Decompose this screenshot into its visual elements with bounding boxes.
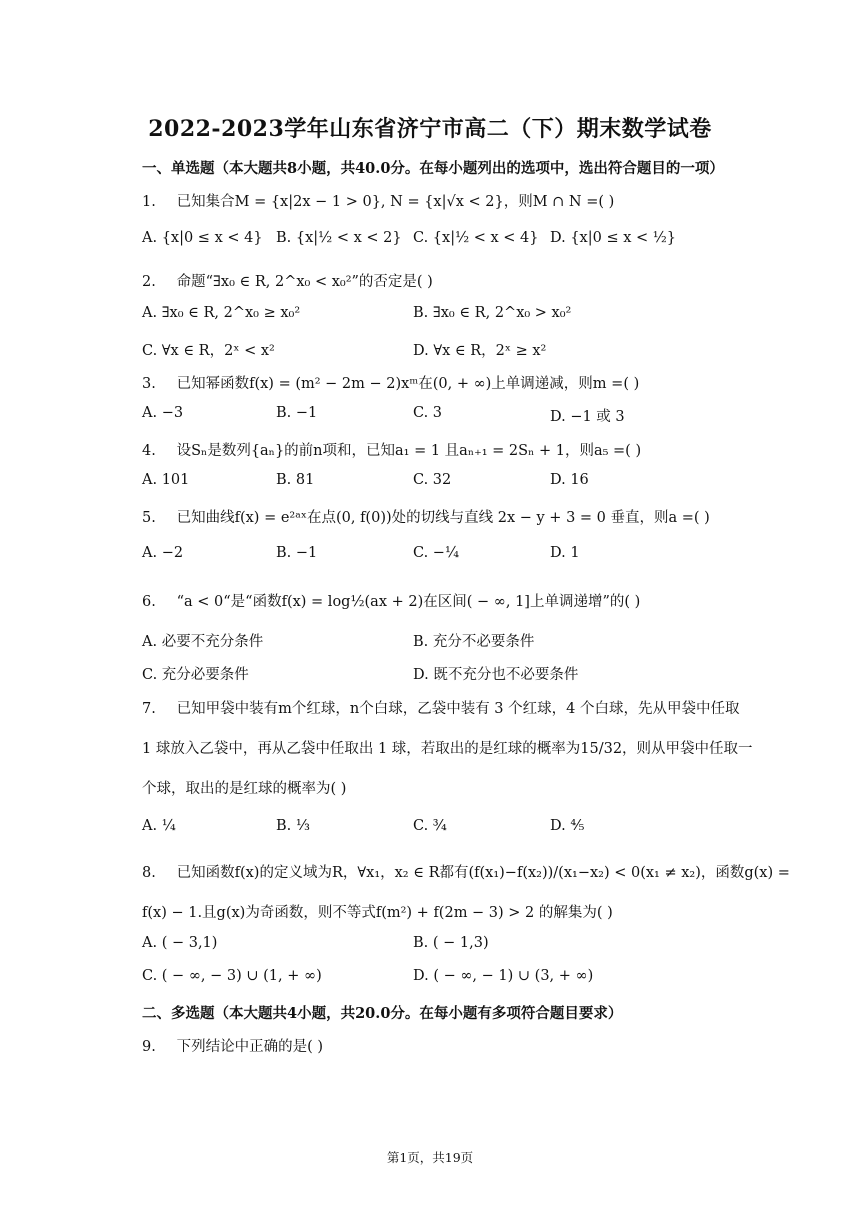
q3-option-c: C. 3 bbox=[413, 405, 443, 421]
q3-option-b: B. −1 bbox=[276, 405, 318, 421]
q2-option-c: C. ∀x ∈ R，2ˣ < x² bbox=[142, 343, 275, 359]
question-number: 7. bbox=[142, 701, 156, 717]
q2-option-d: D. ∀x ∈ R，2ˣ ≥ x² bbox=[413, 343, 547, 359]
q1-option-b: B. {x|½ < x < 2} bbox=[276, 230, 402, 246]
question-number: 2. bbox=[142, 274, 156, 290]
question-text: 命题“∃x₀ ∈ R, 2^x₀ < x₀²”的否定是( ) bbox=[176, 274, 433, 290]
question-text: 下列结论中正确的是( ) bbox=[176, 1039, 324, 1055]
q4-option-b: B. 81 bbox=[276, 472, 315, 488]
question-3 bbox=[142, 372, 639, 393]
q5-option-b: B. −1 bbox=[276, 545, 318, 561]
q6-option-c: C. 充分必要条件 bbox=[142, 667, 249, 683]
q7-option-d: D. ⅘ bbox=[550, 818, 585, 834]
q3-option-a: A. −3 bbox=[142, 405, 184, 421]
question-number: 1. bbox=[142, 194, 156, 210]
question-2 bbox=[142, 270, 433, 291]
question-text: “a < 0“是“函数f(x) = log½(ax + 2)在区间( − ∞, 1]上单调递增”的( ) bbox=[176, 594, 641, 610]
question-7-text-line-3: 个球，取出的是红球的概率为( ) bbox=[142, 781, 347, 797]
q8-option-d: D. ( − ∞, − 1) ∪ (3, + ∞) bbox=[413, 968, 594, 984]
question-number: 8. bbox=[142, 865, 156, 881]
q1-option-d: D. {x|0 ≤ x < ½} bbox=[550, 230, 677, 246]
question-8 bbox=[142, 861, 790, 882]
q6-option-d: D. 既不充分也不必要条件 bbox=[413, 667, 579, 683]
q5-option-a: A. −2 bbox=[142, 545, 184, 561]
q7-option-b: B. ⅓ bbox=[276, 818, 310, 834]
question-number: 6. bbox=[142, 594, 156, 610]
question-text: 已知曲线f(x) = e²ᵃˣ在点(0, f(0))处的切线与直线 2x − y + 3 = 0 垂直，则a =( ) bbox=[176, 510, 710, 526]
section-heading-single-choice: 一、单选题（本大题共8小题，共40.0分。在每小题列出的选项中，选出符合题目的一项） bbox=[142, 160, 724, 177]
q3-option-d: D. −1 或 3 bbox=[550, 409, 625, 425]
q6-option-b: B. 充分不必要条件 bbox=[413, 634, 535, 650]
q6-option-a: A. 必要不充分条件 bbox=[142, 634, 264, 650]
q8-option-c: C. ( − ∞, − 3) ∪ (1, + ∞) bbox=[142, 968, 322, 984]
question-4 bbox=[142, 439, 641, 460]
q4-option-c: C. 32 bbox=[413, 472, 452, 488]
question-text: 已知集合M = {x|2x − 1 > 0}, N = {x|√x < 2}，则M ∩ N =( ) bbox=[176, 194, 615, 210]
question-9 bbox=[142, 1035, 323, 1056]
q7-option-c: C. ¾ bbox=[413, 818, 447, 834]
q8-option-a: A. ( − 3,1) bbox=[142, 935, 218, 951]
q1-option-a: A. {x|0 ≤ x < 4} bbox=[142, 230, 263, 246]
q5-option-d: D. 1 bbox=[550, 545, 580, 561]
q8-option-b: B. ( − 1,3) bbox=[413, 935, 489, 951]
question-7-text-line-2: 1 球放入乙袋中，再从乙袋中任取出 1 球，若取出的是红球的概率为15/32，则从甲袋中任取一 bbox=[142, 741, 753, 757]
q2-option-b: B. ∃x₀ ∈ R, 2^x₀ > x₀² bbox=[413, 305, 572, 321]
question-text-line-1: 已知甲袋中装有m个红球，n个白球，乙袋中装有 3 个红球，4 个白球，先从甲袋中任取 bbox=[176, 701, 740, 717]
page-title: 2022-2023学年山东省济宁市高二（下）期末数学试卷 bbox=[148, 116, 712, 142]
question-1 bbox=[142, 190, 614, 211]
q5-option-c: C. −¼ bbox=[413, 545, 459, 561]
question-number: 9. bbox=[142, 1039, 156, 1055]
question-7 bbox=[142, 697, 739, 718]
question-number: 5. bbox=[142, 510, 156, 526]
question-6 bbox=[142, 590, 640, 611]
question-5 bbox=[142, 506, 710, 527]
q4-option-d: D. 16 bbox=[550, 472, 589, 488]
q7-option-a: A. ¼ bbox=[142, 818, 176, 834]
q2-option-a: A. ∃x₀ ∈ R, 2^x₀ ≥ x₀² bbox=[142, 305, 301, 321]
q1-option-c: C. {x|½ < x < 4} bbox=[413, 230, 539, 246]
question-text-line-1: 已知函数f(x)的定义域为R，∀x₁，x₂ ∈ R都有(f(x₁)−f(x₂))/(x₁−x₂) < 0(x₁ ≠ x₂)，函数g(x) = bbox=[176, 865, 790, 881]
question-number: 3. bbox=[142, 376, 156, 392]
question-number: 4. bbox=[142, 443, 156, 459]
question-text: 已知幂函数f(x) = (m² − 2m − 2)xᵐ在(0, + ∞)上单调递减，则m =( ) bbox=[176, 376, 640, 392]
question-8-text-line-2: f(x) − 1.且g(x)为奇函数，则不等式f(m²) + f(2m − 3) > 2 的解集为( ) bbox=[142, 905, 613, 921]
section-heading-multiple-choice: 二、多选题（本大题共4小题，共20.0分。在每小题有多项符合题目要求） bbox=[142, 1005, 623, 1022]
q4-option-a: A. 101 bbox=[142, 472, 190, 488]
page-footer: 第1页，共19页 bbox=[386, 1150, 474, 1165]
question-text: 设Sₙ是数列{aₙ}的前n项和，已知a₁ = 1 且aₙ₊₁ = 2Sₙ + 1，则a₅ =( ) bbox=[176, 443, 642, 459]
